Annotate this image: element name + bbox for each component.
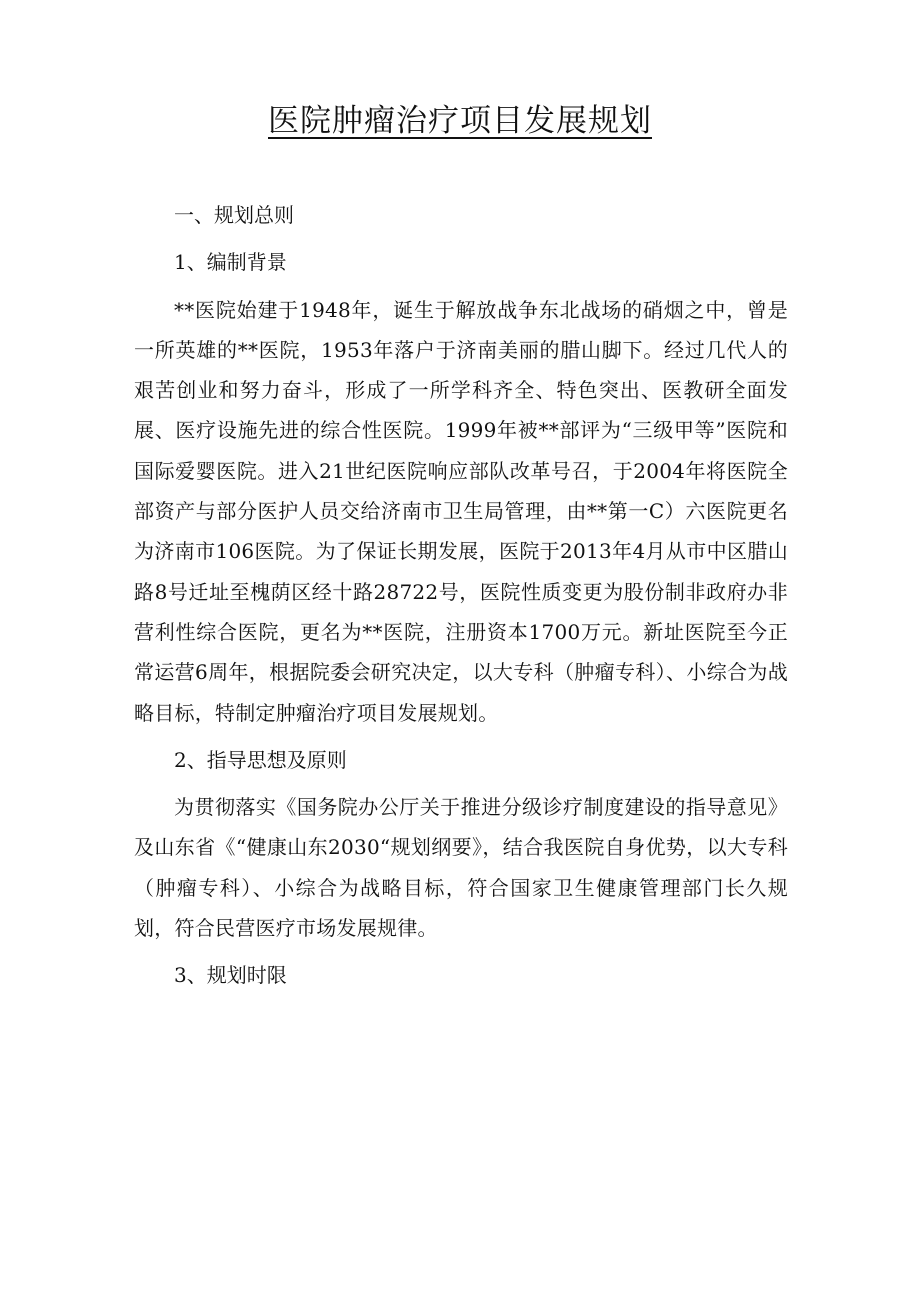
subsection-heading-guiding-principles: 2、指导思想及原则 xyxy=(174,747,347,772)
document-title-text: 医院肿瘤治疗项目发展规划 xyxy=(268,103,652,139)
document-title xyxy=(0,98,920,144)
background-paragraph: **医院始建于1948年，诞生于解放战争东北战场的硝烟之中，曾是一所英雄的**医院，1953年落户于济南美丽的腊山脚下。经过几代人的艰苦创业和努力奋斗，形成了一所学科齐全、特色突出、医教研全面发展、医疗设施先进的综合性医院。1999年被**部评为“三级甲等”医院和国际爱婴医院。进入21世纪医院响应部队改革号召，于2004年将医院全部资产与部分医护人员交给济南市卫生局管理，由**第一C）六医院更名为济南市106医院。为了保证长期发展，医院于2013年4月从市中区腊山路8号迁址至槐荫区经十路28722号，医院性质变更为股份制非政府办非营利性综合医院，更名为**医院，注册资本1700万元。新址医院至今正常运营6周年，根据院委会研究决定，以大专科（肿瘤专科）、小综合为战略目标，特制定肿瘤治疗项目发展规划。 xyxy=(134,297,788,725)
guiding-principles-paragraph: 为贯彻落实《国务院办公厅关于推进分级诊疗制度建设的指导意见》及山东省《“健康山东2030“规划纲要》，结合我医院自身优势，以大专科（肿瘤专科）、小综合为战略目标，符合国家卫生健康管理部门长久规划，符合民营医疗市场发展规律。 xyxy=(134,795,788,941)
document-body xyxy=(134,195,788,1003)
section-heading-general-principles: 一、规划总则 xyxy=(174,203,294,227)
subsection-heading-background: 1、编制背景 xyxy=(174,250,287,275)
subsection-heading-timeframe: 3、规划时限 xyxy=(174,963,287,988)
